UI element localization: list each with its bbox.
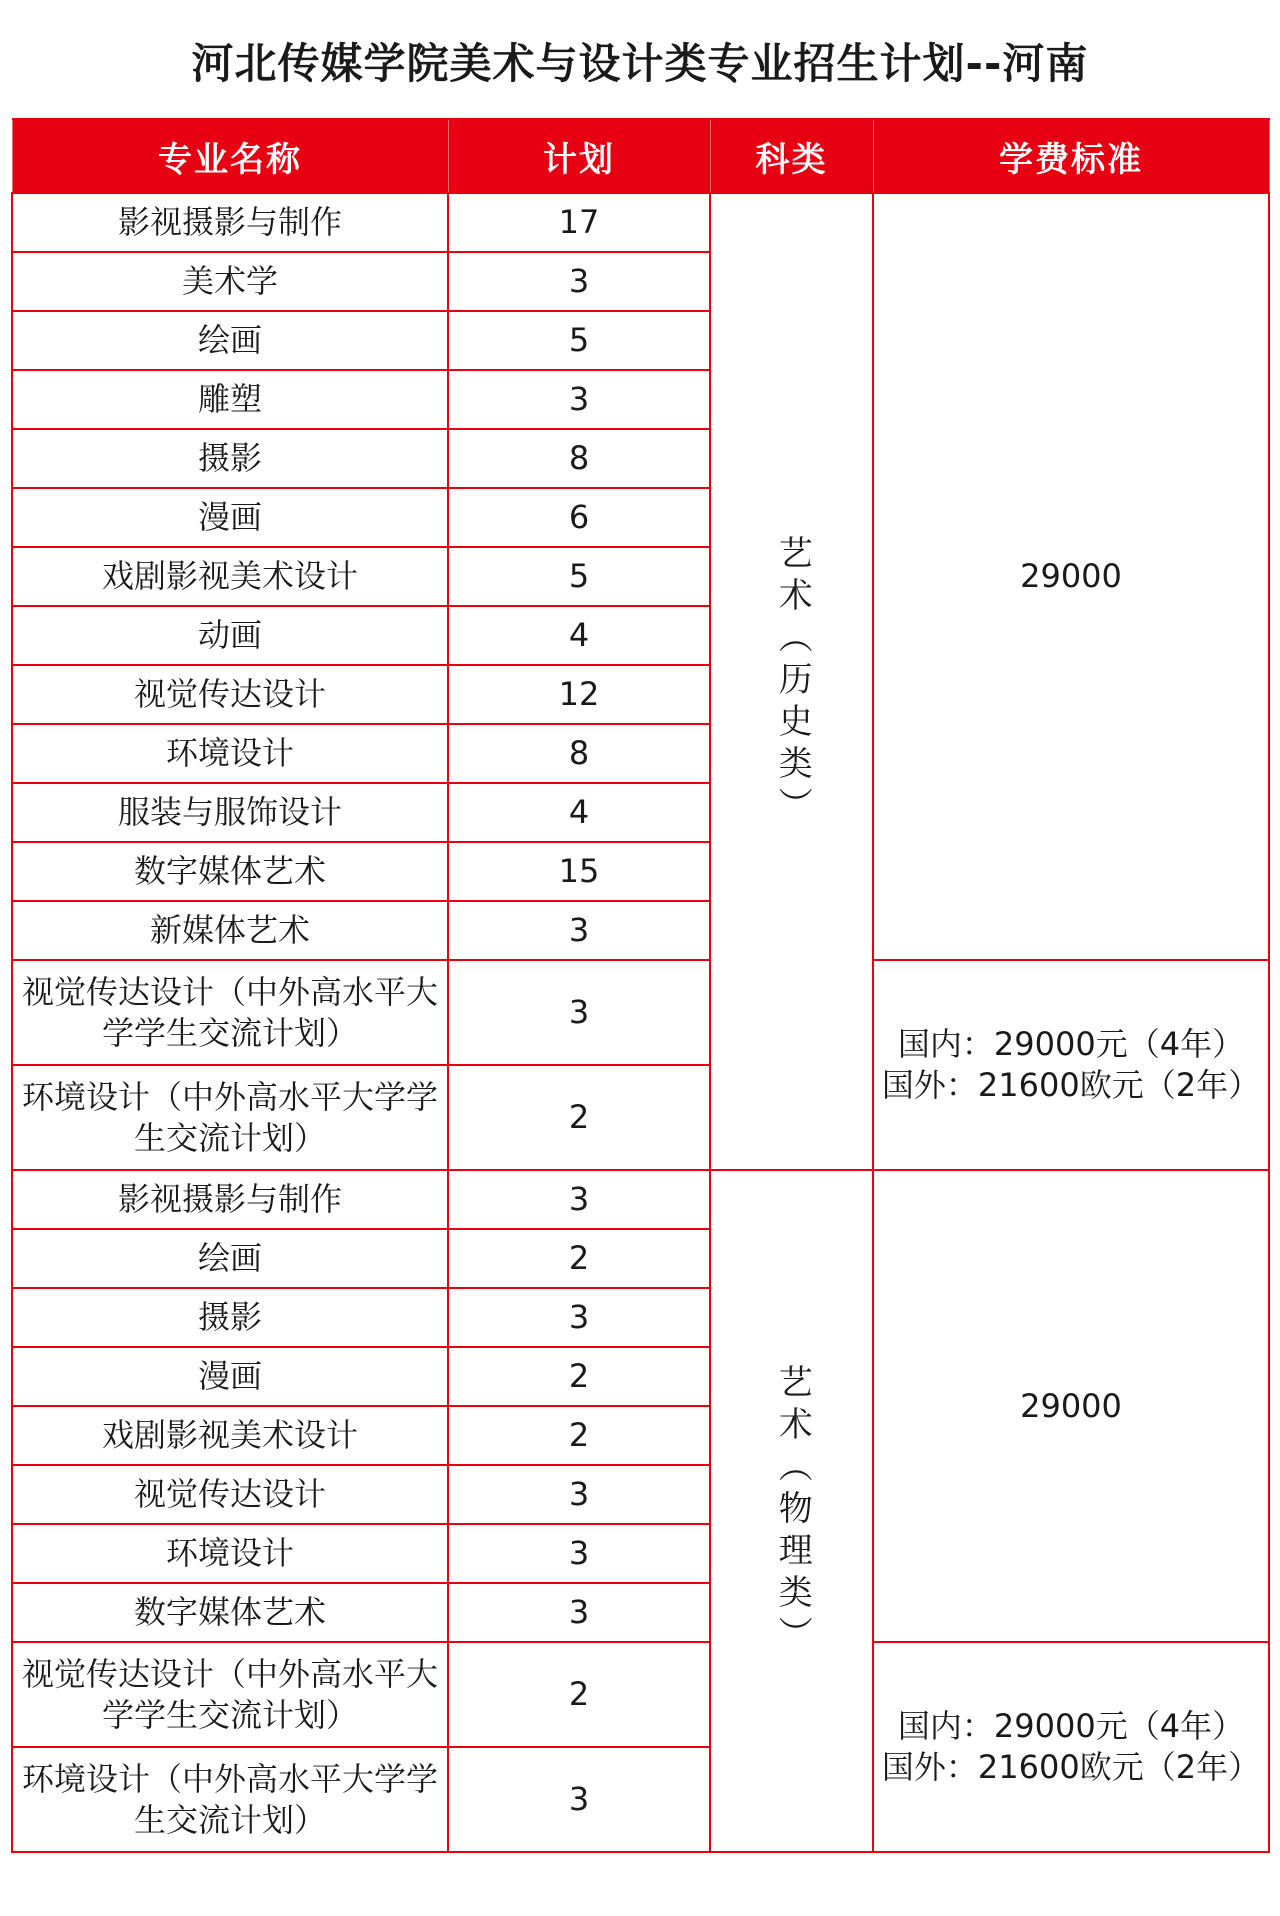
header-fee: 学费标准 [873,119,1269,193]
major-name-cell: 视觉传达设计（中外高水平大学学生交流计划） [12,1642,448,1747]
major-name-cell: 动画 [12,606,448,665]
fee-exchange-cell [873,1642,1269,1852]
fee-standard-cell: 29000 [873,1170,1269,1642]
major-name-cell: 环境设计 [12,1524,448,1583]
major-name-cell: 美术学 [12,252,448,311]
plan-count-cell: 3 [448,252,710,311]
major-name-cell: 漫画 [12,1347,448,1406]
fee-standard-cell: 29000 [873,193,1269,960]
plan-count-cell: 6 [448,488,710,547]
fee-foreign: 国外：21600欧元（2年） [881,1066,1261,1104]
category-label: 艺术（历史类） [772,534,813,829]
table-body [12,193,1269,1852]
plan-count-cell: 3 [448,1583,710,1642]
fee-foreign: 国外：21600欧元（2年） [881,1748,1261,1786]
header-category: 科类 [710,119,873,193]
plan-count-cell: 8 [448,724,710,783]
enrollment-plan-table [11,118,1270,1853]
plan-count-cell: 3 [448,960,710,1065]
title-province: 河南 [1002,39,1089,88]
plan-count-cell: 2 [448,1347,710,1406]
plan-count-cell: 3 [448,1288,710,1347]
major-name-cell: 数字媒体艺术 [12,1583,448,1642]
major-name-cell: 服装与服饰设计 [12,783,448,842]
major-name-cell: 影视摄影与制作 [12,1170,448,1229]
table-row [12,960,1269,1065]
major-name-cell: 漫画 [12,488,448,547]
plan-count-cell: 3 [448,1465,710,1524]
major-name-cell: 绘画 [12,1229,448,1288]
table-row [12,1170,1269,1229]
major-name-cell: 数字媒体艺术 [12,842,448,901]
category-cell [710,1170,873,1852]
major-name-cell: 影视摄影与制作 [12,193,448,252]
major-name-cell: 摄影 [12,1288,448,1347]
major-name-cell: 视觉传达设计 [12,665,448,724]
fee-exchange-cell [873,960,1269,1170]
major-name-cell: 摄影 [12,429,448,488]
category-cell [710,193,873,1170]
plan-count-cell: 2 [448,1229,710,1288]
plan-count-cell: 15 [448,842,710,901]
plan-count-cell: 4 [448,606,710,665]
major-name-cell: 雕塑 [12,370,448,429]
plan-count-cell: 5 [448,547,710,606]
plan-count-cell: 2 [448,1642,710,1747]
header-major: 专业名称 [12,119,448,193]
plan-count-cell: 8 [448,429,710,488]
plan-count-cell: 3 [448,1524,710,1583]
plan-count-cell: 3 [448,901,710,960]
title-main: 河北传媒学院美术与设计类专业招生计划-- [191,39,1003,88]
plan-count-cell: 3 [448,370,710,429]
plan-count-cell: 3 [448,1170,710,1229]
table-row [12,193,1269,252]
major-name-cell: 环境设计（中外高水平大学学生交流计划） [12,1065,448,1170]
major-name-cell: 环境设计 [12,724,448,783]
table-row [12,1642,1269,1747]
major-name-cell: 新媒体艺术 [12,901,448,960]
plan-count-cell: 3 [448,1747,710,1852]
category-label: 艺术（物理类） [772,1364,813,1658]
plan-count-cell: 2 [448,1406,710,1465]
fee-domestic: 国内：29000元（4年） [897,1707,1245,1746]
plan-count-cell: 2 [448,1065,710,1170]
fee-domestic: 国内：29000元（4年） [897,1025,1245,1064]
plan-count-cell: 17 [448,193,710,252]
major-name-cell: 视觉传达设计（中外高水平大学学生交流计划） [12,960,448,1065]
table-header-row [12,119,1269,193]
major-name-cell: 戏剧影视美术设计 [12,1406,448,1465]
major-name-cell: 视觉传达设计 [12,1465,448,1524]
plan-count-cell: 12 [448,665,710,724]
plan-count-cell: 4 [448,783,710,842]
major-name-cell: 戏剧影视美术设计 [12,547,448,606]
header-plan: 计划 [448,119,710,193]
major-name-cell: 绘画 [12,311,448,370]
page-title [0,0,1280,122]
major-name-cell: 环境设计（中外高水平大学学生交流计划） [12,1747,448,1852]
plan-count-cell: 5 [448,311,710,370]
